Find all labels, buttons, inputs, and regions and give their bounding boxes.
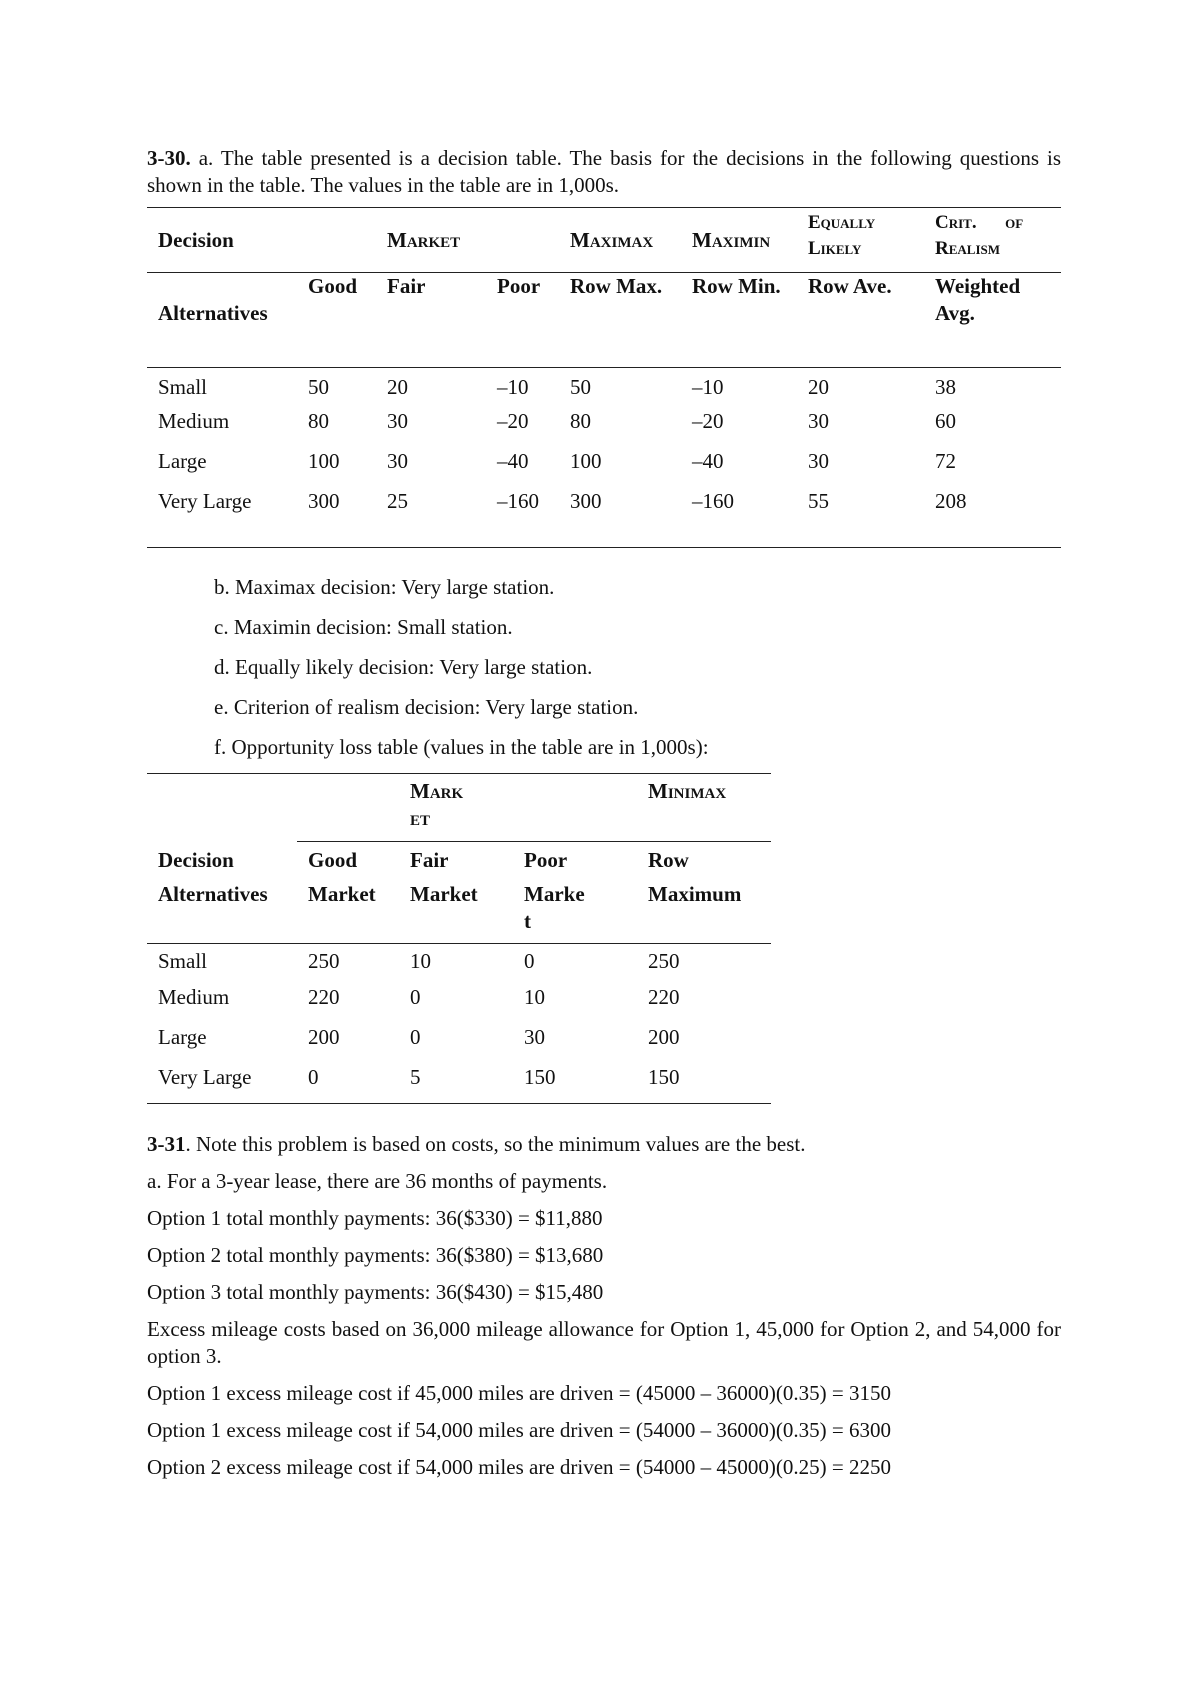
table-row [147,408,1061,448]
table-row [147,448,1061,488]
intro-text: a. The table presented is a decision table. The basis for the decisions in the following questions is shown in the table. The values in the table are in 1,000s. [147,146,1062,197]
answer-b: b. Maximax decision: Very large station. [214,575,555,599]
document-page [147,145,1061,1491]
cell-row-max: 300 [570,488,602,513]
text-line: Excess mileage costs based on 36,000 mileage allowance for Option 1, 45,000 for Option 2, and 54,000 for option 3. [147,1317,1061,1368]
header-fair-market: Market [410,881,478,906]
cell-poor: –20 [497,408,529,433]
cell-alternative: Large [158,1024,207,1049]
cell-poor: 150 [524,1064,556,1089]
cell-weighted-avg: 72 [935,448,956,473]
cell-fair: 30 [387,408,408,433]
decision-table [147,207,1061,548]
cell-poor: 0 [524,949,535,973]
table-row [147,1024,771,1064]
cell-alternative: Medium [158,984,230,1009]
header-row-ave: Row Ave. [808,274,892,298]
header-good: Good [297,842,399,881]
cell-alternative: Very Large [158,488,252,513]
header-fair: Fair [399,842,513,881]
cell-row-max: 100 [570,448,602,473]
text-line: Option 3 total monthly payments: 36($430) = $15,480 [147,1280,604,1304]
cell-alternative: Small [158,949,208,973]
cell-good: 0 [308,1064,319,1089]
problem-3-31 [147,1131,1061,1481]
header-decision: Decision [158,227,234,252]
header-alternatives: Alternatives [158,881,268,906]
header-row-min: Row Min. [692,274,781,298]
header-maximin: Maximin [692,227,771,252]
cell-row-min: –40 [692,448,724,473]
cell-good: 200 [308,1024,340,1049]
table-row [147,368,1061,408]
cell-weighted-avg: 38 [935,375,956,399]
header-alternatives: Alternatives [158,301,268,325]
problem-number: 3-31 [147,1132,186,1156]
text-line: a. For a 3-year lease, there are 36 months of payments. [147,1169,608,1193]
cell-fair: 30 [387,448,408,473]
header-weighted-avg: Weighted Avg. [935,274,1021,325]
cell-row-maximum: 220 [648,984,680,1009]
cell-alternative: Medium [158,408,230,433]
cell-row-maximum: 150 [648,1064,680,1089]
header-fair: Fair [387,274,426,298]
cell-poor: 30 [524,1024,545,1049]
header-market: Market [387,227,461,252]
cell-good: 300 [308,488,340,513]
cell-alternative: Large [158,448,207,473]
cell-fair: 25 [387,488,408,513]
header-good-market: Market [308,881,376,906]
cell-row-min: –20 [692,408,724,433]
text-line: Option 2 total monthly payments: 36($380) = $13,680 [147,1243,604,1267]
cell-row-min: –10 [692,375,724,399]
cell-good: 250 [308,949,340,973]
opportunity-loss-table [147,773,771,1104]
cell-fair: 0 [410,984,421,1009]
header-equally-likely: Equally Likely [808,212,876,259]
header-row-max: Row Max. [570,274,663,298]
text-line: Option 1 excess mileage cost if 54,000 miles are driven = (54000 – 36000)(0.35) = 6300 [147,1418,891,1442]
text-line: Option 1 excess mileage cost if 45,000 miles are driven = (45000 – 36000)(0.35) = 3150 [147,1381,891,1405]
cell-row-max: 50 [570,375,591,399]
answer-e: e. Criterion of realism decision: Very large station. [214,695,639,719]
problem-3-30-intro [147,145,1061,199]
cell-weighted-avg: 208 [935,488,967,513]
header-decision: Decision [158,847,234,872]
answer-d: d. Equally likely decision: Very large station. [214,655,593,679]
cell-good: 80 [308,408,329,433]
table-row [147,944,771,984]
header-maximax: Maximax [570,227,654,252]
header-row: Row [648,848,689,872]
cell-poor: –40 [497,448,529,473]
answer-f: f. Opportunity loss table (values in the table are in 1,000s): [214,735,709,759]
cell-good: 220 [308,984,340,1009]
header-poor-market: Market [524,881,585,933]
header-maximum: Maximum [648,881,742,906]
cell-row-ave: 20 [808,375,829,399]
cell-good: 50 [308,375,329,399]
problem-number: 3-30. [147,146,191,170]
cell-fair: 10 [410,949,431,973]
header-poor: Poor [513,842,637,881]
cell-row-ave: 30 [808,408,829,433]
cell-alternative: Very Large [158,1064,252,1089]
cell-fair: 5 [410,1064,421,1089]
answer-c: c. Maximin decision: Small station. [214,615,513,639]
header-market: Market [410,779,464,830]
table-row [147,1064,771,1104]
text-line: Option 2 excess mileage cost if 54,000 miles are driven = (54000 – 45000)(0.25) = 2250 [147,1455,891,1479]
header-poor: Poor [497,274,541,298]
header-minimax: Minimax [637,774,771,842]
note-text: . Note this problem is based on costs, so the minimum values are the best. [185,1132,806,1156]
text-line: Option 1 total monthly payments: 36($330) = $11,880 [147,1206,603,1230]
header-good: Good [308,274,358,298]
cell-row-ave: 30 [808,448,829,473]
cell-poor: –10 [497,375,529,399]
cell-poor: 10 [524,984,545,1009]
cell-row-maximum: 250 [648,949,680,973]
table-row [147,488,1061,548]
cell-row-maximum: 200 [648,1024,680,1049]
cell-poor: –160 [497,488,539,513]
answers-list [214,574,1061,761]
cell-row-max: 80 [570,408,591,433]
cell-fair: 20 [387,375,408,399]
problem-3-31-note [147,1131,1061,1158]
header-crit-of-realism: Crit. of Realism [935,212,1028,259]
cell-good: 100 [308,448,340,473]
cell-weighted-avg: 60 [935,408,956,433]
cell-alternative: Small [158,375,208,399]
cell-row-min: –160 [692,488,734,513]
table-row [147,984,771,1024]
cell-fair: 0 [410,1024,421,1049]
cell-row-ave: 55 [808,488,829,513]
